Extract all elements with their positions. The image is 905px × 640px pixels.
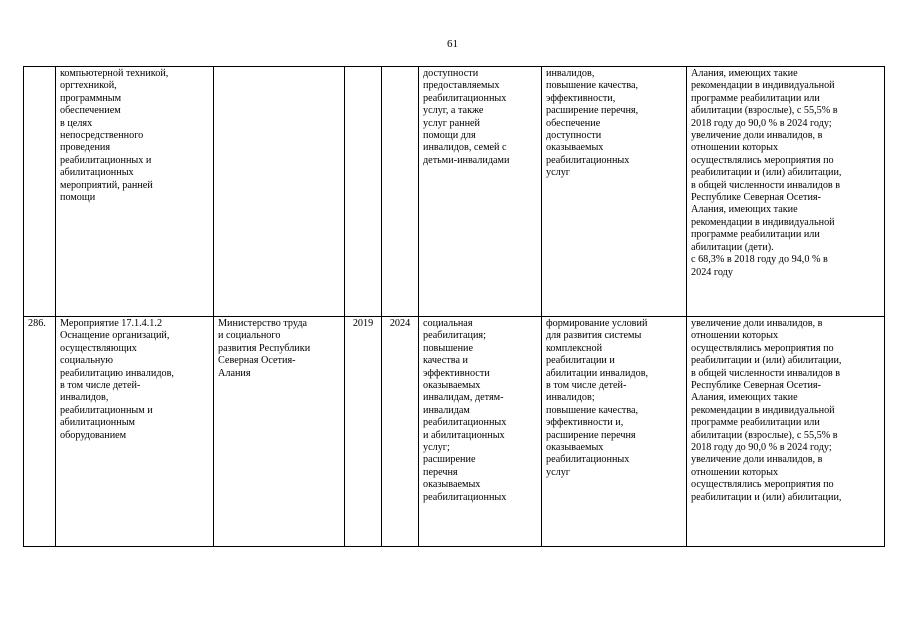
table-row — [24, 317, 885, 547]
year-end-cell: 2024 — [382, 317, 419, 547]
indicator-cell: увеличение доли инвалидов, в отношении которых осуществлялись мероприятия по реабилитации и (или) абилитации, в общей численности инвалидов в Республике Северная Осетия- Алания, имеющих такие рекомендации в индивидуальной программе реабилитации или абилитации (взрослые), с 55,5% в 2018 году до 90,0 % в 2024 году; увеличение доли инвалидов, в отношении которых осуществлялись мероприятия по реабилитации и (или) абилитации, — [687, 317, 885, 547]
year-start-cell: 2019 — [345, 317, 382, 547]
direction-cell: социальная реабилитация; повышение качества и эффективности оказываемых инвалидам, детям- инвалидам реабилитационных и абилитационных услуг; расширение перечня оказываемых реабилитационных — [419, 317, 542, 547]
executor-cell — [214, 67, 345, 317]
program-table — [23, 66, 885, 547]
table-row — [24, 67, 885, 317]
row-number-cell: 286. — [24, 317, 56, 547]
page-number: 61 — [447, 38, 458, 50]
year-start-cell — [345, 67, 382, 317]
result-cell: инвалидов, повышение качества, эффективности, расширение перечня, обеспечение доступности оказываемых реабилитационных услуг — [542, 67, 687, 317]
result-cell: формирование условий для развития системы комплексной реабилитации и абилитации инвалидов, в том числе детей- инвалидов; повышение качества, эффективности и, расширение перечня оказываемых реабилитационных услуг — [542, 317, 687, 547]
event-cell: компьютерной техникой, оргтехникой, программным обеспечением в целях непосредственного проведения реабилитационных и абилитационных мероприятий, ранней помощи — [56, 67, 214, 317]
year-end-cell — [382, 67, 419, 317]
row-number-cell — [24, 67, 56, 317]
executor-cell: Министерство труда и социального развития Республики Северная Осетия- Алания — [214, 317, 345, 547]
direction-cell: доступности предоставляемых реабилитационных услуг, а также услуг ранней помощи для инвалидов, семей с детьми-инвалидами — [419, 67, 542, 317]
indicator-cell: Алания, имеющих такие рекомендации в индивидуальной программе реабилитации или абилитации (взрослые), с 55,5% в 2018 году до 90,0 % в 2024 году; увеличение доли инвалидов, в отношении которых осуществлялись мероприятия по реабилитации и (или) абилитации, в общей численности инвалидов в Республике Северная Осетия- Алания, имеющих такие рекомендации в индивидуальной программе реабилитации или абилитации (дети). с 68,3% в 2018 году до 94,0 % в 2024 году — [687, 67, 885, 317]
event-cell: Мероприятие 17.1.4.1.2 Оснащение организаций, осуществляющих социальную реабилитацию инвалидов, в том числе детей- инвалидов, реабилитационным и абилитационным оборудованием — [56, 317, 214, 547]
